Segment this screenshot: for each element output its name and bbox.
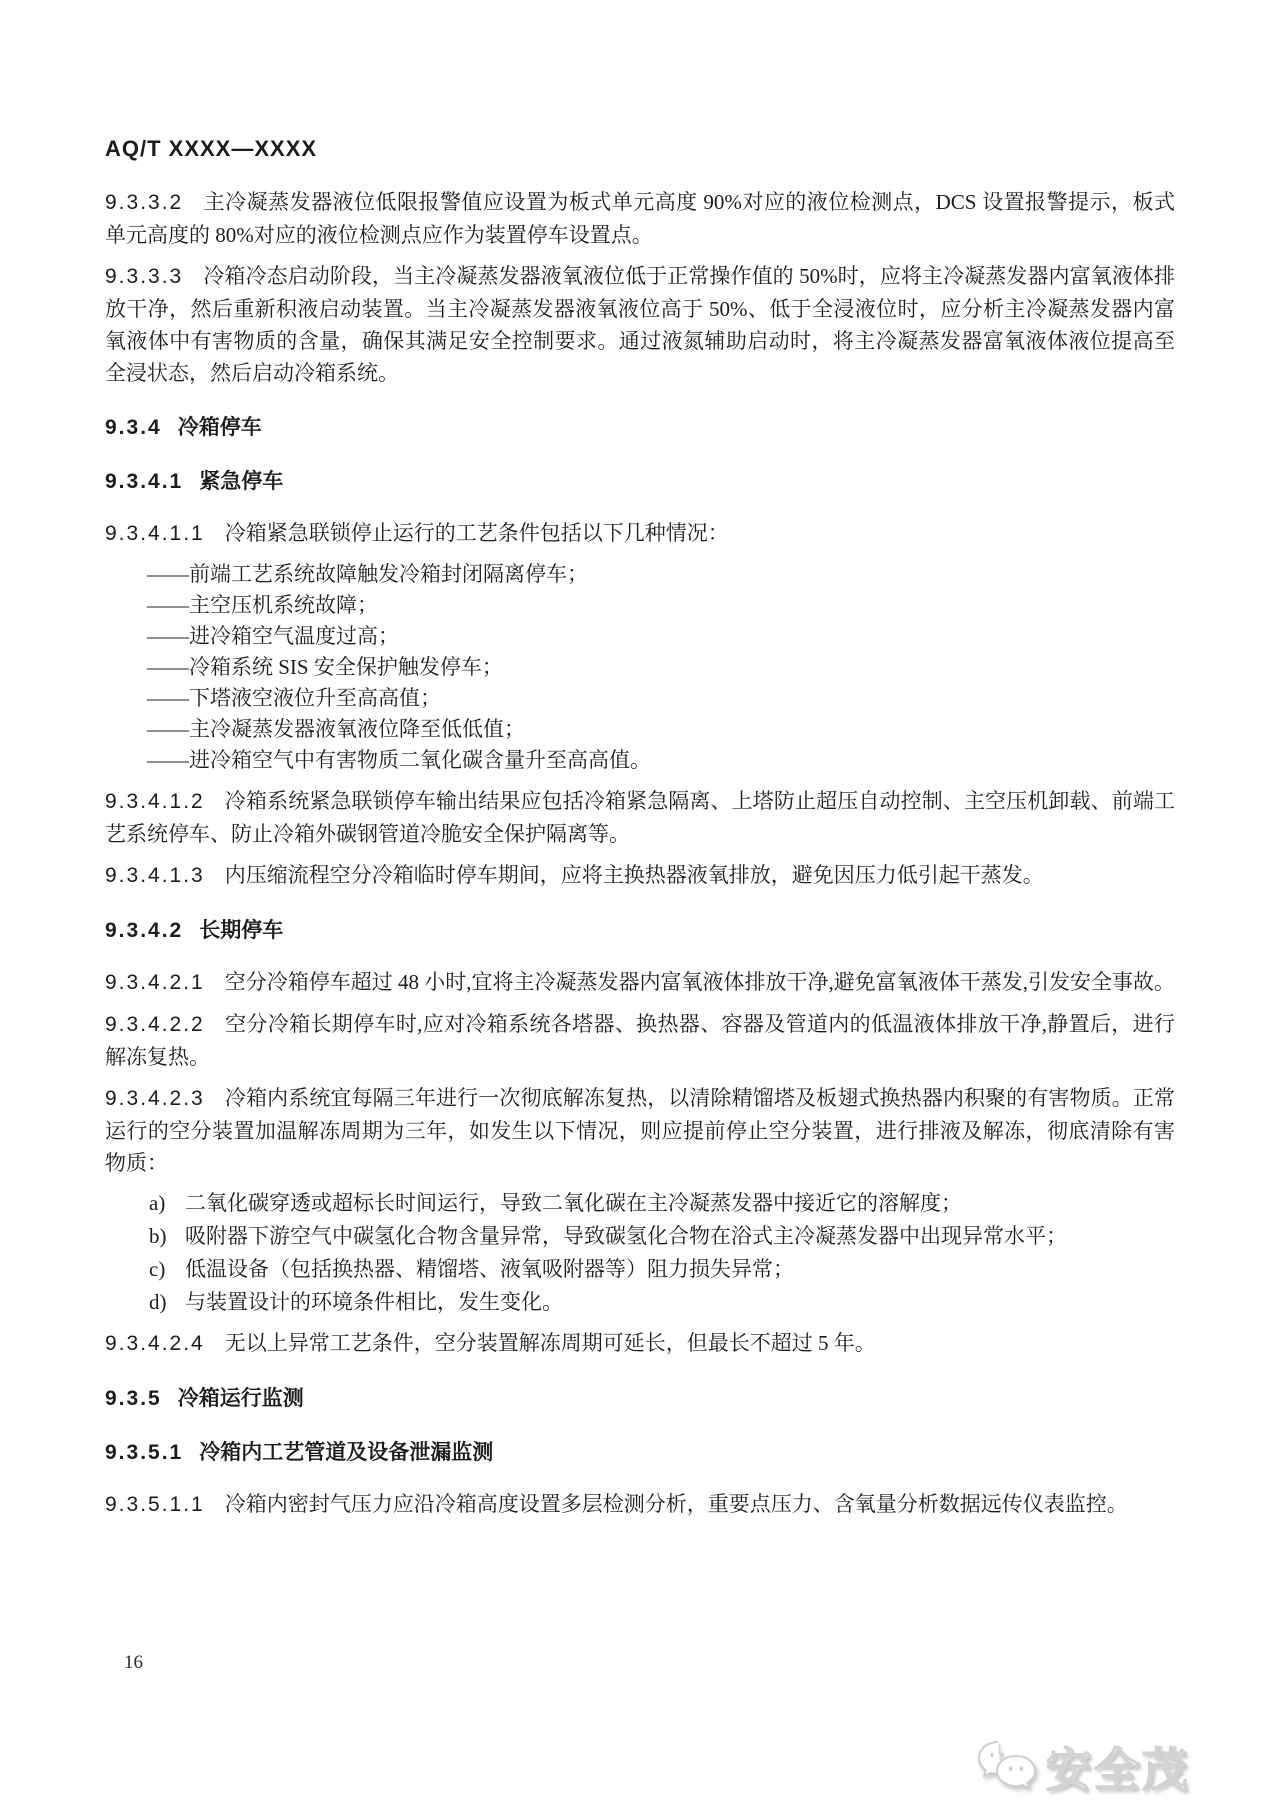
clause-93413 (105, 859, 1175, 892)
clause-93411 (105, 517, 1175, 550)
heading-number: 9.3.5 (105, 1387, 162, 1410)
clause-number: 9.3.4.1.2 (105, 790, 205, 813)
list-item-text: 前端工艺系统故障触发冷箱封闭隔离停车； (189, 562, 588, 586)
clause-93424 (105, 1327, 1175, 1360)
list-item (105, 1188, 1175, 1219)
list-item-text: 进冷箱空气中有害物质二氧化碳含量升至高高值。 (189, 748, 651, 772)
dash-prefix: —— (147, 686, 189, 710)
standard-code-header: AQ/T XXXX—XXXX (105, 136, 318, 161)
list-item (105, 714, 1175, 745)
clause-9333 (105, 260, 1175, 389)
clause-text: 内压缩流程空分冷箱临时停车期间，应将主换热器液氧排放，避免因压力低引起干蒸发。 (224, 863, 1044, 887)
clause-text: 冷箱内系统宜每隔三年进行一次彻底解冻复热，以清除精馏塔及板翅式换热器内积聚的有害物质。正常运行的空分装置加温解冻周期为三年，如发生以下情况，则应提前停止空分装置，进行排液及解冻，彻底清除有害物质： (105, 1086, 1175, 1175)
clause-number: 9.3.3.2 (105, 191, 184, 214)
clause-text: 无以上异常工艺条件，空分装置解冻周期可延长，但最长不超过 5 年。 (224, 1331, 876, 1355)
list-item-label: c) (149, 1257, 166, 1281)
list-item (105, 621, 1175, 652)
dash-list (105, 559, 1175, 776)
dash-prefix: —— (147, 593, 189, 617)
list-item (105, 559, 1175, 590)
list-item-text: 吸附器下游空气中碳氢化合物含量异常，导致碳氢化合物在浴式主冷凝蒸发器中出现异常水平； (185, 1224, 1067, 1248)
list-item (105, 652, 1175, 683)
clause-93421 (105, 966, 1175, 999)
list-item (105, 745, 1175, 776)
clause-number: 9.3.4.2.1 (105, 971, 205, 994)
clause-text: 空分冷箱停车超过 48 小时,宜将主冷凝蒸发器内富氧液体排放干净,避免富氧液体干蒸发,引发安全事故。 (224, 970, 1175, 994)
dash-prefix: —— (147, 655, 189, 679)
clause-text: 冷箱冷态启动阶段，当主冷凝蒸发器液氧液位低于正常操作值的 50%时，应将主冷凝蒸发器内富氧液体排放干净，然后重新积液启动装置。当主冷凝蒸发器液氧液位高于 50%、低于全浸液位时，应分析主冷凝蒸发器内富氧液体中有害物质的含量，确保其满足安全控制要求。通过液氮辅助启动时，将主冷凝蒸发器富氧液体液位提高至全浸状态，然后启动冷箱系统。 (105, 264, 1175, 385)
page-number: 16 (124, 1652, 143, 1673)
heading-934 (105, 413, 1175, 443)
clause-9332 (105, 186, 1175, 251)
list-item (105, 590, 1175, 621)
list-item-label: b) (149, 1224, 167, 1248)
list-item-text: 二氧化碳穿透或超标长时间运行，导致二氧化碳在主冷凝蒸发器中接近它的溶解度； (185, 1191, 962, 1215)
list-item (105, 683, 1175, 714)
clause-text: 空分冷箱长期停车时,应对冷箱系统各塔器、换热器、容器及管道内的低温液体排放干净,静置后，进行解冻复热。 (105, 1012, 1175, 1069)
list-item-text: 主冷凝蒸发器液氧液位降至低低值； (189, 717, 525, 741)
clause-93412 (105, 785, 1175, 850)
heading-title: 冷箱运行监测 (177, 1387, 304, 1410)
dash-prefix: —— (147, 717, 189, 741)
watermark-brand-text: 安全茂 (1046, 1744, 1190, 1796)
heading-title: 长期停车 (199, 919, 284, 942)
heading-number: 9.3.5.1 (105, 1441, 184, 1464)
heading-number: 9.3.4.1 (105, 470, 184, 493)
heading-number: 9.3.4 (105, 416, 162, 439)
clause-text: 冷箱内密封气压力应沿冷箱高度设置多层检测分析，重要点压力、含氧量分析数据远传仪表监控。 (224, 1492, 1128, 1516)
clause-number: 9.3.4.2.2 (105, 1013, 205, 1036)
list-item (105, 1254, 1175, 1285)
clause-number: 9.3.4.2.4 (105, 1332, 205, 1355)
list-item (105, 1221, 1175, 1252)
clause-text: 主冷凝蒸发器液位低限报警值应设置为板式单元高度 90%对应的液位检测点，DCS 设置报警提示，板式单元高度的 80%对应的液位检测点应作为装置停车设置点。 (105, 190, 1175, 247)
dash-prefix: —— (147, 624, 189, 648)
dash-prefix: —— (147, 562, 189, 586)
list-item-text: 进冷箱空气温度过高； (189, 624, 399, 648)
watermark (976, 1734, 1190, 1800)
list-item-label: a) (149, 1191, 166, 1215)
letter-list (105, 1188, 1175, 1318)
clause-number: 9.3.4.1.3 (105, 864, 205, 887)
list-item-text: 与装置设计的环境条件相比，发生变化。 (185, 1290, 563, 1314)
clause-text: 冷箱紧急联锁停止运行的工艺条件包括以下几种情况： (224, 521, 729, 545)
list-item-text: 下塔液空液位升至高高值； (189, 686, 441, 710)
clause-93423 (105, 1082, 1175, 1179)
list-item-text: 低温设备（包括换热器、精馏塔、液氧吸附器等）阻力损失异常； (185, 1257, 794, 1281)
clause-number: 9.3.4.2.3 (105, 1087, 205, 1110)
list-item-label: d) (149, 1290, 167, 1314)
wechat-icon (976, 1739, 1038, 1795)
heading-title: 紧急停车 (199, 470, 284, 493)
clause-number: 9.3.4.1.1 (105, 522, 205, 545)
clause-number: 9.3.5.1.1 (105, 1493, 205, 1516)
list-item (105, 1287, 1175, 1318)
clause-number: 9.3.3.3 (105, 265, 184, 288)
heading-title: 冷箱内工艺管道及设备泄漏监测 (199, 1441, 494, 1464)
list-item-text: 主空压机系统故障； (189, 593, 378, 617)
heading-9351 (105, 1438, 1175, 1468)
clause-93511 (105, 1488, 1175, 1521)
heading-number: 9.3.4.2 (105, 919, 184, 942)
list-item-text: 冷箱系统 SIS 安全保护触发停车； (189, 655, 503, 679)
heading-935 (105, 1384, 1175, 1414)
heading-9342 (105, 916, 1175, 946)
heading-title: 冷箱停车 (177, 416, 262, 439)
document-page (105, 136, 1175, 1530)
clause-93422 (105, 1008, 1175, 1073)
dash-prefix: —— (147, 748, 189, 772)
clause-text: 冷箱系统紧急联锁停车输出结果应包括冷箱紧急隔离、上塔防止超压自动控制、主空压机卸载、前端工艺系统停车、防止冷箱外碳钢管道冷脆安全保护隔离等。 (105, 789, 1175, 846)
heading-9341 (105, 467, 1175, 497)
